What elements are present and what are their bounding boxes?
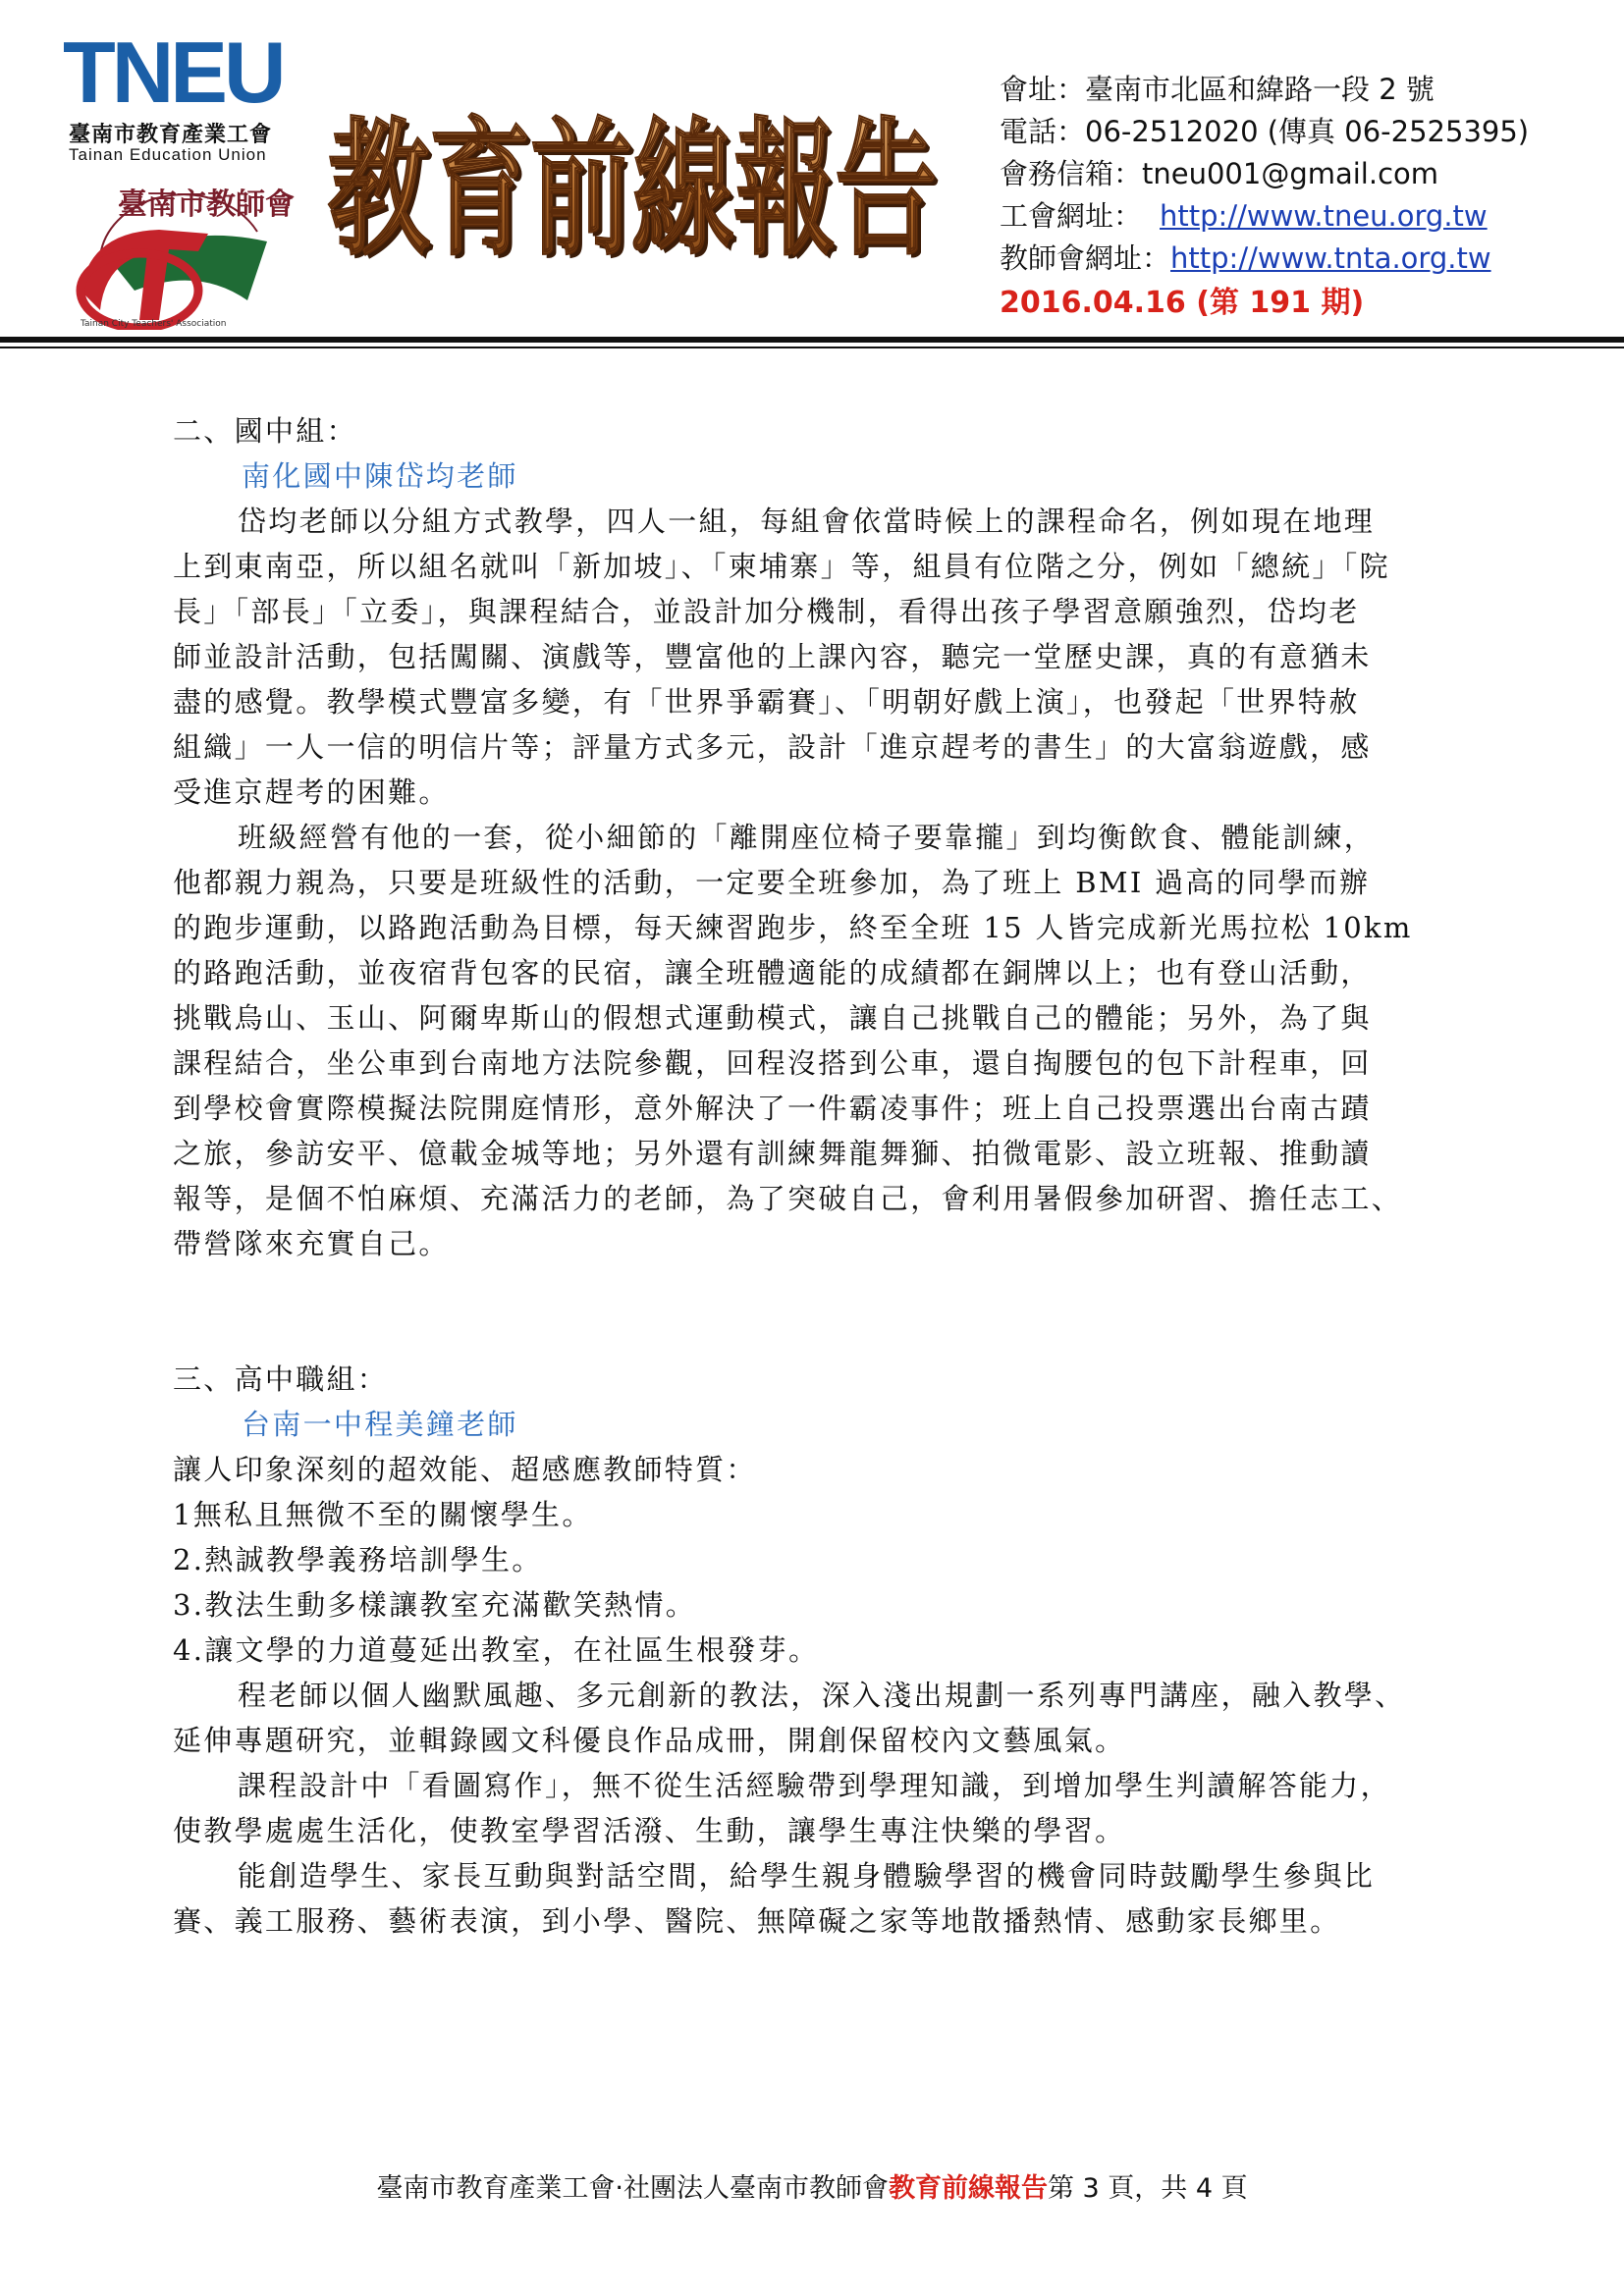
- issue-date: 2016.04.16 (第 191 期): [1000, 286, 1365, 320]
- paragraph-line: 報等，是個不怕麻煩、充滿活力的老師，為了突破自己，會利用暑假參加研習、擔任志工、: [173, 1182, 1403, 1215]
- association-website-label: 教師會網址：: [1000, 241, 1171, 275]
- masthead-title-text: 教育前線報告: [328, 105, 937, 275]
- paragraph-line: 盡的感覺。教學模式豐富多變，有「世界爭霸賽」、「明朝好戲上演」，也發起「世界特赦: [173, 685, 1360, 719]
- paragraph-line: 程老師以個人幽默風趣、多元創新的教法，深入淺出規劃一系列專門講座，融入教學、: [238, 1679, 1406, 1712]
- paragraph-line: 使教學處處生活化，使教室學習活潑、生動，讓學生專注快樂的學習。: [173, 1814, 1126, 1847]
- paragraph-line: 受進京趕考的困難。: [173, 775, 450, 809]
- footer-page-number: 第 3 頁，共 4 頁: [1047, 2173, 1248, 2204]
- paragraph-line: 到學校會實際模擬法院開庭情形，意外解決了一件霸凌事件；班上自己投票選出台南古蹟: [173, 1092, 1372, 1125]
- union-name-en: Tainan Education Union: [69, 145, 267, 164]
- teachers-association-emblem: [61, 173, 306, 330]
- list-item: 1無私且無微不至的關懷學生。: [173, 1498, 593, 1531]
- paragraph-line: 上到東南亞，所以組名就叫「新加坡」、「柬埔寨」等，組員有位階之分，例如「總統」「院: [173, 550, 1390, 583]
- list-item: 4.讓文學的力道蔓延出教室，在社區生根發芽。: [173, 1633, 820, 1667]
- paragraph-line: 課程結合，坐公車到台南地方法院參觀，回程沒搭到公車，還自掏腰包的包下計程車，回: [173, 1046, 1372, 1080]
- union-website-label: 工會網址：: [1000, 199, 1143, 233]
- address: 會址：臺南市北區和緯路一段 2 號: [1000, 73, 1435, 106]
- paragraph-line: 班級經營有他的一套，從小細節的「離開座位椅子要靠攏」到均衡飲食、體能訓練，: [238, 821, 1376, 854]
- paragraph-line: 讓人印象深刻的超效能、超感應教師特質：: [173, 1453, 757, 1486]
- paragraph-line: 帶營隊來充實自己。: [173, 1227, 450, 1260]
- footer-publisher: 臺南市教育產業工會‧社團法人臺南市教師會: [376, 2173, 889, 2204]
- paragraph-line: 之旅，參訪安平、億載金城等地；另外還有訓練舞龍舞獅、拍微電影、設立班報、推動讀: [173, 1137, 1372, 1170]
- section-2-heading: 二、國中組：: [173, 414, 357, 448]
- paragraph-line: 挑戰烏山、玉山、阿爾卑斯山的假想式運動模式，讓自己挑戰自己的體能；另外，為了與: [173, 1001, 1372, 1035]
- list-item: 3.教法生動多樣讓教室充滿歡笑熱情。: [173, 1588, 697, 1622]
- paragraph-line: 岱均老師以分組方式教學，四人一組，每組會依當時候上的課程命名，例如現在地理: [238, 505, 1376, 538]
- paragraph-line: 組織」一人一信的明信片等；評量方式多元，設計「進京趕考的書生」的大富翁遊戲，感: [173, 730, 1372, 764]
- phone: 電話：06-2512020 (傳真 06-2525395): [1000, 115, 1530, 148]
- svg-text:教育前線報告: 教育前線報告: [332, 109, 941, 275]
- paragraph-line: 課程設計中「看圖寫作」，無不從生活經驗帶到學理知識，到增加學生判讀解答能力，: [238, 1769, 1391, 1802]
- union-website-row: [1000, 195, 1608, 238]
- email: 會務信箱：tneu001@gmail.com: [1000, 157, 1439, 190]
- header-rule-thick: [0, 337, 1624, 343]
- masthead-title: [324, 79, 952, 275]
- union-logo: [61, 24, 306, 329]
- association-website-link[interactable]: http://www.tnta.org.tw: [1170, 241, 1491, 275]
- paragraph-line: 師並設計活動，包括闖關、演戲等，豐富他的上課內容，聽完一堂歷史課，真的有意猶未: [173, 640, 1372, 673]
- union-logo-text: TNEU: [63, 24, 283, 121]
- union-name-zh: 臺南市教育產業工會: [69, 123, 273, 147]
- paragraph-line: 的路跑活動，並夜宿背包客的民宿，讓全班體適能的成績都在銅牌以上；也有登山活動，: [173, 956, 1372, 989]
- footer-publication-title: 教育前線報告: [888, 2173, 1048, 2204]
- union-website-link[interactable]: http://www.tneu.org.tw: [1160, 199, 1488, 233]
- section-3-heading: 三、高中職組：: [173, 1362, 389, 1396]
- section-3-teacher: 台南一中程美鐘老師: [242, 1408, 518, 1441]
- header-rule-thin: [0, 347, 1624, 348]
- section-spacer: [173, 1266, 1449, 1357]
- paragraph-line: 他都親力親為，只要是班級性的活動，一定要全班參加，為了班上 BMI 過高的同學而辦: [173, 866, 1371, 899]
- list-item: 2.熱誠教學義務培訓學生。: [173, 1543, 543, 1576]
- paragraph-line: 能創造學生、家長互動與對話空間，給學生親身體驗學習的機會同時鼓勵學生參與比: [238, 1859, 1376, 1893]
- contact-block: [1000, 69, 1608, 324]
- association-name-en: Tainan City Teachers' Association: [81, 319, 227, 329]
- article-body: [173, 408, 1449, 1944]
- association-name-arc: 臺南市教師會: [118, 187, 295, 222]
- paragraph-line: 的跑步運動，以路跑活動為目標，每天練習跑步，終至全班 15 人皆完成新光馬拉松 10km: [173, 911, 1413, 944]
- paragraph-line: 長」「部長」「立委」，與課程結合，並設計加分機制，看得出孩子學習意願強烈，岱均老: [173, 595, 1360, 628]
- paragraph-line: 賽、義工服務、藝術表演，到小學、醫院、無障礙之家等地散播熱情、感動家長鄉里。: [173, 1904, 1341, 1938]
- section-2-teacher: 南化國中陳岱均老師: [242, 459, 518, 493]
- page-footer: [0, 2166, 1624, 2205]
- paragraph-line: 延伸專題研究，並輯錄國文科優良作品成冊，開創保留校內文藝風氣。: [173, 1724, 1126, 1757]
- association-website-row: [1000, 238, 1608, 280]
